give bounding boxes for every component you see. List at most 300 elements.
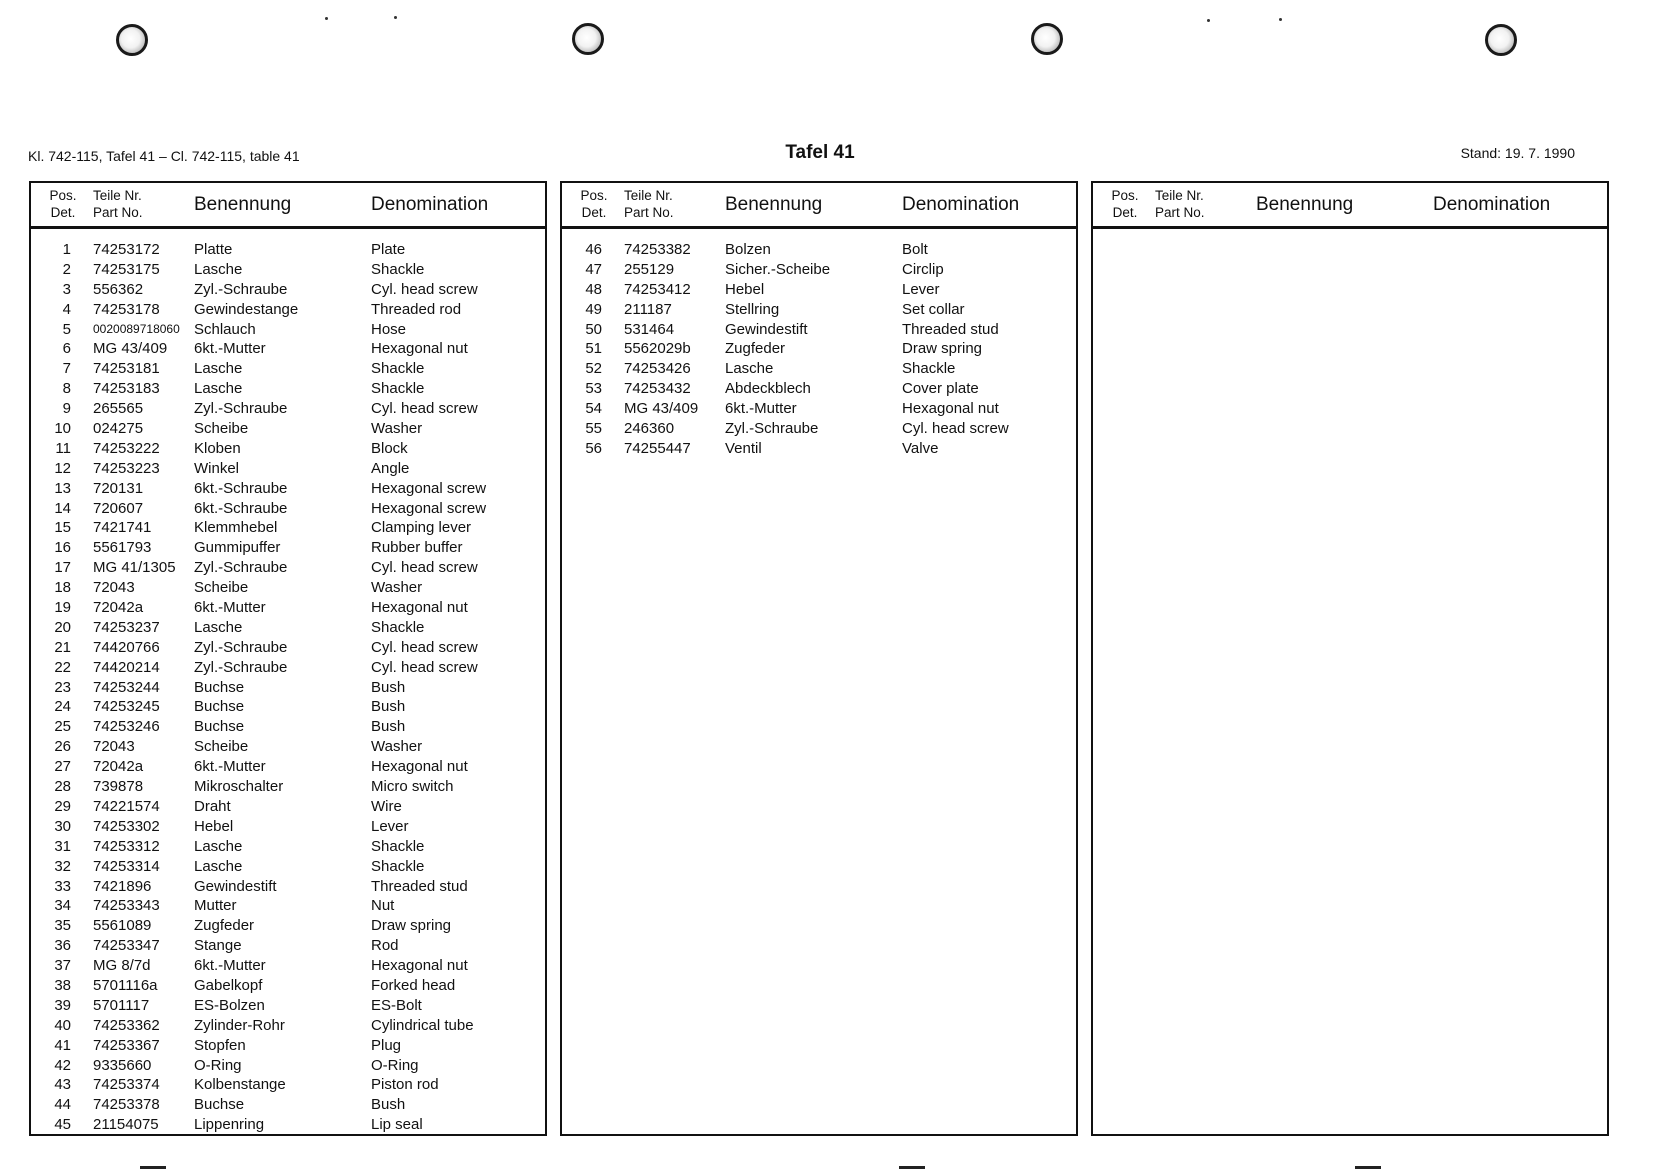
denomination-header: Denomination	[371, 194, 489, 215]
revision-date: Stand: 19. 7. 1990	[1460, 145, 1575, 161]
pos-cell: 27	[54, 758, 71, 776]
denomination-cell: Washer	[371, 579, 423, 597]
part-no-cell: 9335660	[93, 1056, 152, 1074]
pos-cell: 41	[54, 1036, 71, 1054]
denomination-cell: Cyl. head screw	[371, 280, 478, 298]
table-row	[31, 339, 545, 359]
part-no-header: Teile Nr. Part No.	[93, 188, 143, 220]
table-row	[31, 777, 545, 797]
pos-cell: 19	[54, 599, 71, 617]
pos-cell: 10	[54, 420, 71, 438]
pos-cell: 13	[54, 479, 71, 497]
denomination-cell: Shackle	[371, 360, 425, 378]
table-row	[31, 697, 545, 717]
denomination-cell: Draw spring	[371, 917, 452, 935]
pos-cell: 20	[54, 618, 71, 636]
table-row	[31, 518, 545, 538]
benennung-cell: Gabelkopf	[194, 976, 263, 994]
table-row	[31, 280, 545, 300]
benennung-cell: Lasche	[194, 837, 243, 855]
pos-cell: 39	[54, 996, 71, 1014]
table-row	[562, 240, 1076, 260]
part-no-cell: 5561793	[93, 539, 152, 557]
benennung-cell: Kolbenstange	[194, 1076, 286, 1094]
denomination-cell: Washer	[371, 420, 423, 438]
table-row	[31, 260, 545, 280]
denomination-cell: Draw spring	[902, 340, 983, 358]
benennung-header: Benennung	[1256, 194, 1354, 215]
denomination-cell: Clamping lever	[371, 519, 472, 537]
benennung-cell: Zylinder-Rohr	[194, 1016, 285, 1034]
table-row	[31, 737, 545, 757]
benennung-cell: Klemmhebel	[194, 519, 278, 537]
pos-cell: 26	[54, 738, 71, 756]
denomination-cell: Hexagonal nut	[902, 400, 999, 418]
table-row	[31, 1075, 545, 1095]
denomination-cell: Cyl. head screw	[371, 638, 478, 656]
table-row	[31, 379, 545, 399]
denomination-cell: Bush	[371, 718, 406, 736]
part-no-cell: 74253312	[93, 837, 160, 855]
denomination-header: Denomination	[1433, 194, 1551, 215]
denomination-cell: Shackle	[371, 260, 425, 278]
benennung-cell: Bolzen	[725, 241, 771, 258]
pos-cell: 18	[54, 579, 71, 597]
pos-cell: 52	[585, 360, 602, 378]
pos-cell: 43	[54, 1076, 71, 1094]
benennung-cell: Zyl.-Schraube	[194, 658, 288, 676]
table-row	[31, 300, 545, 320]
pos-cell: 7	[62, 360, 71, 378]
benennung-cell: Schlauch	[194, 320, 256, 338]
denomination-cell: Cyl. head screw	[371, 658, 478, 676]
part-no-cell: 74253222	[93, 439, 160, 457]
table-row	[31, 717, 545, 737]
pos-cell: 38	[54, 976, 71, 994]
table-row	[31, 1036, 545, 1056]
benennung-cell: 6kt.-Mutter	[194, 340, 266, 358]
table-row	[31, 837, 545, 857]
table-row	[31, 419, 545, 439]
denomination-cell: Lever	[902, 280, 940, 298]
part-no-cell: 74420214	[93, 658, 160, 676]
table-row	[31, 1115, 545, 1135]
benennung-cell: Kloben	[194, 439, 241, 457]
pos-cell: 4	[62, 300, 71, 318]
table-row	[31, 996, 545, 1016]
benennung-cell: Zyl.-Schraube	[194, 638, 288, 656]
table-row	[31, 1016, 545, 1036]
table-row	[31, 240, 545, 260]
part-no-cell: 739878	[93, 778, 144, 796]
part-no-cell: 72043	[93, 738, 135, 756]
pos-cell: 3	[62, 280, 71, 298]
benennung-cell: 6kt.-Mutter	[194, 957, 266, 975]
denomination-cell: Valve	[902, 439, 939, 457]
benennung-cell: Hebel	[194, 817, 234, 835]
benennung-cell: Zugfeder	[194, 917, 255, 935]
part-no-cell: 7421896	[93, 877, 152, 895]
part-no-cell: 74253374	[93, 1076, 160, 1094]
part-no-cell: 74253223	[93, 459, 160, 477]
parts-table-panel-1	[29, 181, 547, 1136]
table-row	[31, 439, 545, 459]
pos-header: Pos. Det.	[49, 188, 77, 220]
part-no-cell: 74253426	[624, 360, 691, 378]
table-row	[562, 439, 1076, 459]
scan-speck	[325, 17, 328, 20]
denomination-cell: Bush	[371, 698, 406, 716]
pos-cell: 32	[54, 857, 71, 875]
part-no-cell: 74253245	[93, 698, 160, 716]
part-no-cell: 74253246	[93, 718, 160, 736]
part-no-cell: 556362	[93, 280, 144, 298]
denomination-cell: Threaded stud	[902, 320, 999, 338]
benennung-cell: Scheibe	[194, 420, 249, 438]
table-header	[1093, 183, 1607, 229]
part-no-cell: 5561089	[93, 917, 152, 935]
part-no-cell: 265565	[93, 400, 144, 418]
denomination-cell: Hexagonal nut	[371, 599, 468, 617]
table-row	[31, 1056, 545, 1076]
benennung-cell: Buchse	[194, 1096, 245, 1114]
pos-cell: 28	[54, 778, 71, 796]
table-row	[562, 379, 1076, 399]
part-no-cell: 74420766	[93, 638, 160, 656]
benennung-cell: Zyl.-Schraube	[194, 400, 288, 418]
scan-speck	[394, 16, 397, 19]
part-no-cell: 74253367	[93, 1036, 160, 1054]
table-row	[562, 339, 1076, 359]
part-no-cell: MG 43/409	[624, 400, 699, 418]
table-row	[562, 359, 1076, 379]
denomination-cell: Cover plate	[902, 380, 979, 398]
part-no-cell: 74253172	[93, 241, 160, 258]
table-row	[31, 638, 545, 658]
benennung-cell: O-Ring	[194, 1056, 242, 1074]
part-no-cell: 246360	[624, 420, 675, 438]
part-no-cell: 7421741	[93, 519, 152, 537]
benennung-cell: Sicher.-Scheibe	[725, 260, 831, 278]
denomination-cell: Bush	[371, 678, 406, 696]
table-row	[562, 419, 1076, 439]
table-row	[31, 976, 545, 996]
part-no-cell: 5701116a	[93, 976, 158, 994]
pos-cell: 23	[54, 678, 71, 696]
benennung-cell: 6kt.-Mutter	[194, 599, 266, 617]
denomination-cell: Shackle	[371, 857, 425, 875]
benennung-cell: 6kt.-Mutter	[194, 758, 266, 776]
denomination-cell: Piston rod	[371, 1076, 439, 1094]
part-no-cell: 72042a	[93, 599, 144, 617]
pos-cell: 17	[54, 559, 71, 577]
part-no-cell: 74253382	[624, 241, 691, 258]
pos-cell: 9	[62, 400, 71, 418]
part-no-cell: 0020089718060	[93, 321, 180, 336]
table-rows	[31, 240, 545, 1135]
benennung-cell: Abdeckblech	[725, 380, 811, 398]
pos-cell: 24	[54, 698, 71, 716]
table-row	[31, 320, 545, 340]
part-no-cell: MG 8/7d	[93, 957, 151, 975]
table-row	[31, 359, 545, 379]
pos-cell: 12	[54, 459, 71, 477]
denomination-cell: Circlip	[902, 260, 944, 278]
pos-cell: 37	[54, 957, 71, 975]
pos-cell: 51	[585, 340, 602, 358]
table-row	[31, 817, 545, 837]
pos-cell: 49	[585, 300, 602, 318]
pos-cell: 54	[585, 400, 602, 418]
part-no-cell: 5562029b	[624, 340, 691, 358]
benennung-cell: Lasche	[194, 618, 243, 636]
benennung-cell: Draht	[194, 797, 231, 815]
pos-cell: 45	[54, 1116, 71, 1134]
table-row	[562, 260, 1076, 280]
benennung-header: Benennung	[725, 194, 823, 215]
denomination-cell: Set collar	[902, 300, 965, 318]
pos-header: Pos. Det.	[1111, 188, 1139, 220]
parts-table-panel-2	[560, 181, 1078, 1136]
parts-table-panel-3	[1091, 181, 1609, 1136]
table-row	[31, 538, 545, 558]
table-row	[31, 757, 545, 777]
denomination-cell: Cyl. head screw	[902, 420, 1009, 438]
denomination-cell: Hose	[371, 320, 407, 338]
benennung-cell: Platte	[194, 241, 233, 258]
part-no-cell: MG 41/1305	[93, 559, 176, 577]
pos-cell: 22	[54, 658, 71, 676]
denomination-cell: Cyl. head screw	[371, 400, 478, 418]
pos-cell: 1	[62, 241, 71, 258]
denomination-cell: Shackle	[371, 380, 425, 398]
binder-hole	[572, 23, 604, 55]
pos-cell: 44	[54, 1096, 71, 1114]
pos-cell: 6	[62, 340, 71, 358]
table-row	[31, 857, 545, 877]
table-row	[562, 280, 1076, 300]
benennung-cell: Gummipuffer	[194, 539, 281, 557]
denomination-cell: Lever	[371, 817, 409, 835]
table-row	[31, 658, 545, 678]
benennung-cell: Lasche	[725, 360, 774, 378]
denomination-cell: Plug	[371, 1036, 402, 1054]
benennung-cell: Scheibe	[194, 738, 249, 756]
benennung-cell: Winkel	[194, 459, 240, 477]
pos-cell: 33	[54, 877, 71, 895]
binder-hole	[1485, 24, 1517, 56]
scan-speck	[1279, 18, 1282, 21]
table-row	[31, 618, 545, 638]
part-no-cell: 74221574	[93, 797, 160, 815]
part-no-cell: 74253432	[624, 380, 691, 398]
table-header	[562, 183, 1076, 229]
denomination-cell: ES-Bolt	[371, 996, 422, 1014]
denomination-cell: Bush	[371, 1096, 406, 1114]
binder-hole	[116, 24, 148, 56]
table-row	[31, 956, 545, 976]
part-no-cell: 72042a	[93, 758, 144, 776]
denomination-cell: Micro switch	[371, 778, 454, 796]
table-row	[31, 499, 545, 519]
denomination-cell: Hexagonal screw	[371, 479, 487, 497]
denomination-cell: Hexagonal nut	[371, 758, 468, 776]
pos-cell: 25	[54, 718, 71, 736]
benennung-cell: Zyl.-Schraube	[725, 420, 819, 438]
pos-cell: 53	[585, 380, 602, 398]
pos-header: Pos. Det.	[580, 188, 608, 220]
denomination-cell: Hexagonal screw	[371, 499, 487, 517]
part-no-cell: 21154075	[93, 1116, 159, 1134]
denomination-cell: Rod	[371, 937, 399, 955]
denomination-cell: Shackle	[371, 618, 425, 636]
denomination-cell: Cyl. head screw	[371, 559, 478, 577]
benennung-cell: Lasche	[194, 857, 243, 875]
table-row	[31, 877, 545, 897]
table-row	[31, 479, 545, 499]
benennung-cell: Gewindestift	[725, 320, 808, 338]
part-no-cell: 74253314	[93, 857, 160, 875]
benennung-cell: Lasche	[194, 360, 243, 378]
benennung-cell: Zyl.-Schraube	[194, 280, 288, 298]
part-no-cell: 74253181	[93, 360, 160, 378]
part-no-cell: 74253362	[93, 1016, 160, 1034]
pos-cell: 11	[55, 439, 71, 457]
denomination-cell: O-Ring	[371, 1056, 419, 1074]
benennung-cell: Gewindestift	[194, 877, 277, 895]
benennung-cell: Lippenring	[194, 1116, 265, 1134]
table-row	[31, 936, 545, 956]
benennung-cell: Stange	[194, 937, 242, 955]
benennung-cell: Ventil	[725, 439, 762, 457]
part-no-cell: 720131	[93, 479, 144, 497]
denomination-header: Denomination	[902, 194, 1020, 215]
pos-cell: 30	[54, 817, 71, 835]
table-row	[562, 300, 1076, 320]
table-row	[31, 459, 545, 479]
benennung-cell: 6kt.-Schraube	[194, 479, 288, 497]
part-no-cell: 74253178	[93, 300, 160, 318]
page-title: Tafel 41	[785, 142, 855, 163]
benennung-cell: 6kt.-Schraube	[194, 499, 288, 517]
benennung-cell: Zugfeder	[725, 340, 786, 358]
part-no-cell: 024275	[93, 420, 144, 438]
pos-cell: 34	[54, 897, 71, 915]
denomination-cell: Nut	[371, 897, 395, 915]
benennung-cell: Zyl.-Schraube	[194, 559, 288, 577]
pos-cell: 5	[62, 320, 71, 338]
benennung-cell: Stopfen	[194, 1036, 246, 1054]
table-row	[31, 678, 545, 698]
part-no-cell: 74253412	[624, 280, 691, 298]
denomination-cell: Rubber buffer	[371, 539, 463, 557]
denomination-cell: Hexagonal nut	[371, 957, 468, 975]
denomination-cell: Wire	[371, 797, 402, 815]
benennung-cell: Mutter	[194, 897, 237, 915]
benennung-cell: Stellring	[725, 300, 780, 318]
catalog-reference: Kl. 742-115, Tafel 41 – Cl. 742-115, table 41	[28, 148, 300, 164]
part-no-cell: 74253343	[93, 897, 160, 915]
denomination-cell: Shackle	[902, 360, 956, 378]
table-row	[31, 598, 545, 618]
part-no-header: Teile Nr. Part No.	[1155, 188, 1205, 220]
pos-cell: 29	[54, 797, 71, 815]
table-row	[31, 399, 545, 419]
pos-cell: 2	[62, 260, 71, 278]
benennung-cell: Gewindestange	[194, 300, 299, 318]
pos-cell: 8	[62, 380, 71, 398]
pos-cell: 42	[54, 1056, 71, 1074]
pos-cell: 46	[585, 241, 602, 258]
part-no-cell: 74253378	[93, 1096, 160, 1114]
benennung-cell: Scheibe	[194, 579, 249, 597]
denomination-cell: Forked head	[371, 976, 456, 994]
pos-cell: 56	[585, 439, 602, 457]
pos-cell: 40	[54, 1016, 71, 1034]
benennung-cell: Buchse	[194, 678, 245, 696]
denomination-cell: Bolt	[902, 241, 928, 258]
denomination-cell: Lip seal	[371, 1116, 423, 1134]
pos-cell: 48	[585, 280, 602, 298]
part-no-cell: 72043	[93, 579, 135, 597]
part-no-cell: 5701117	[93, 996, 150, 1014]
denomination-cell: Threaded rod	[371, 300, 462, 318]
part-no-cell: 255129	[624, 260, 675, 278]
pos-cell: 21	[54, 638, 71, 656]
table-header	[31, 183, 545, 229]
part-no-cell: 74253175	[93, 260, 160, 278]
pos-cell: 47	[585, 260, 602, 278]
part-no-cell: 74255447	[624, 439, 691, 457]
pos-cell: 35	[54, 917, 71, 935]
pos-cell: 50	[585, 320, 602, 338]
pos-cell: 55	[585, 420, 602, 438]
part-no-cell: 74253347	[93, 937, 160, 955]
pos-cell: 31	[54, 837, 71, 855]
denomination-cell: Shackle	[371, 837, 425, 855]
part-no-cell: 74253237	[93, 618, 160, 636]
benennung-header: Benennung	[194, 194, 292, 215]
pos-cell: 36	[54, 937, 71, 955]
benennung-cell: ES-Bolzen	[194, 996, 265, 1014]
pos-cell: 16	[54, 539, 71, 557]
benennung-cell: Lasche	[194, 260, 243, 278]
denomination-cell: Angle	[371, 459, 410, 477]
table-row	[31, 916, 545, 936]
table-row	[31, 1095, 545, 1115]
benennung-cell: Buchse	[194, 718, 245, 736]
denomination-cell: Washer	[371, 738, 423, 756]
part-no-cell: 74253302	[93, 817, 160, 835]
table-rows	[562, 240, 1076, 459]
table-row	[31, 896, 545, 916]
pos-cell: 15	[54, 519, 71, 537]
part-no-cell: MG 43/409	[93, 340, 168, 358]
denomination-cell: Plate	[371, 241, 406, 258]
table-row	[31, 797, 545, 817]
part-no-cell: 720607	[93, 499, 144, 517]
benennung-cell: 6kt.-Mutter	[725, 400, 797, 418]
table-row	[562, 399, 1076, 419]
denomination-cell: Threaded stud	[371, 877, 468, 895]
pos-cell: 14	[54, 499, 71, 517]
scan-speck	[1207, 19, 1210, 22]
benennung-cell: Hebel	[725, 280, 765, 298]
table-row	[31, 578, 545, 598]
table-row	[31, 558, 545, 578]
part-no-cell: 74253244	[93, 678, 160, 696]
denomination-cell: Cylindrical tube	[371, 1016, 474, 1034]
